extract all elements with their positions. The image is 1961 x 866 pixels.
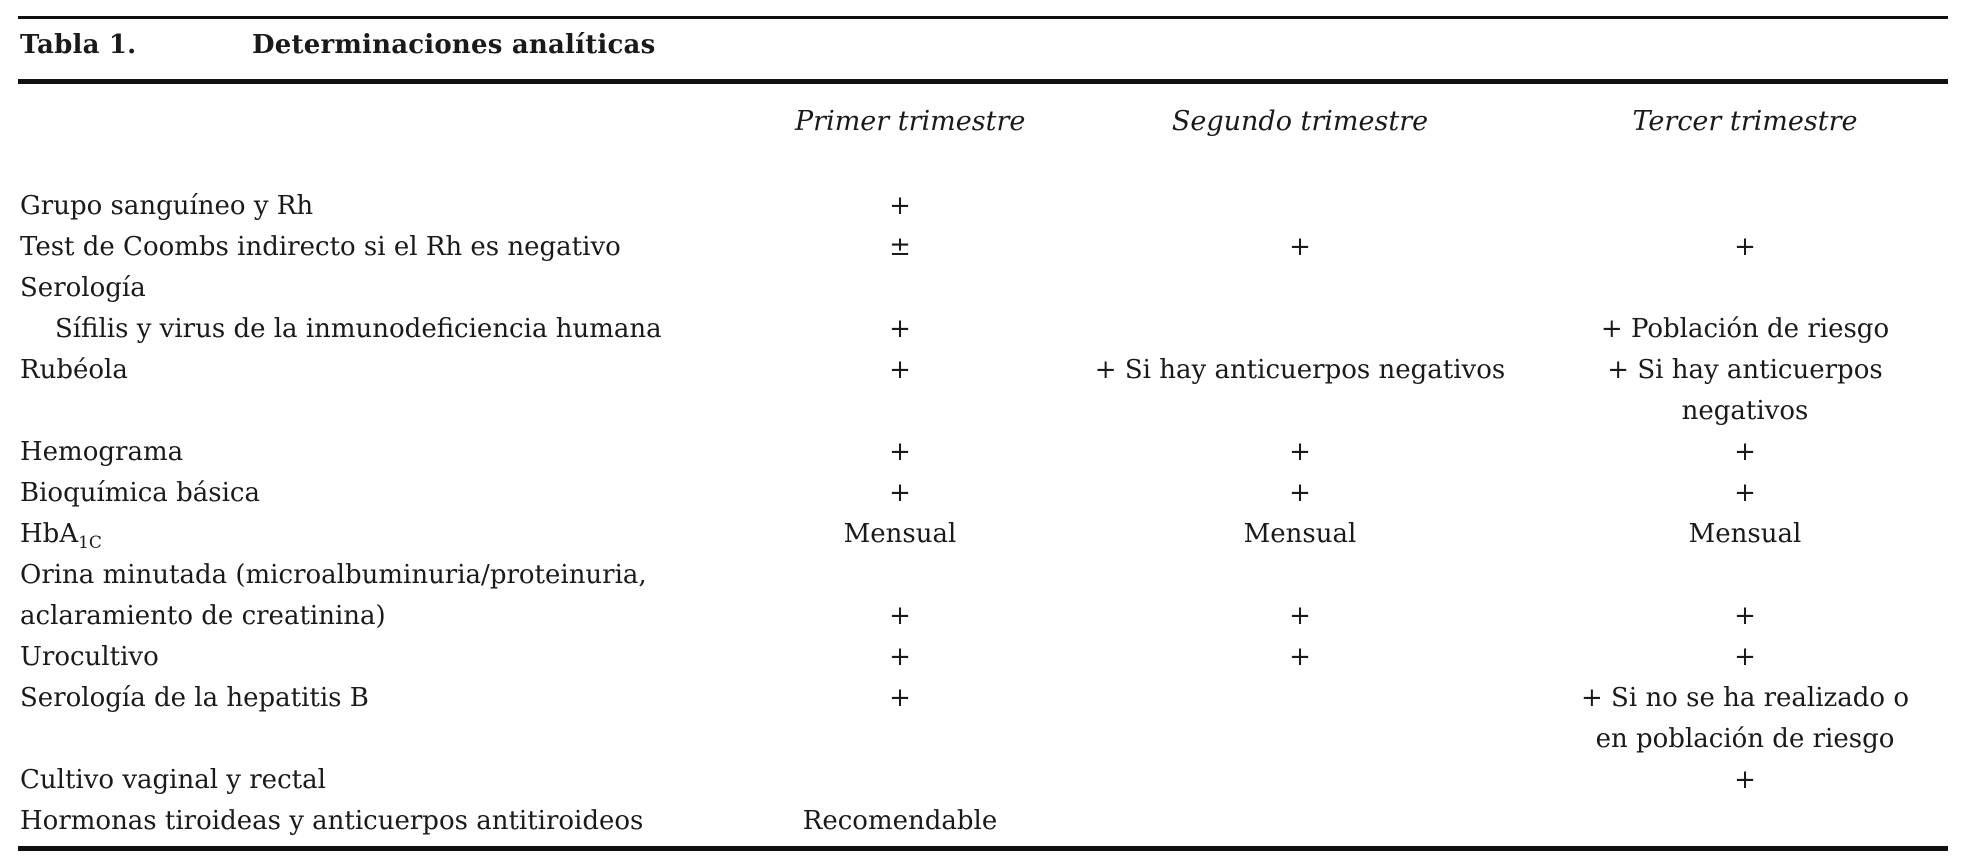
cell-coombs-c3: + <box>1734 232 1756 262</box>
row-label-orina-cont: aclaramiento de creatinina) <box>20 601 386 631</box>
cell-orina-c2: + <box>1289 601 1311 631</box>
cell-hepatitis-c1: + <box>889 683 911 713</box>
row-label-rubeola: Rubéola <box>20 355 128 385</box>
row-label-hba1c-text: HbA <box>20 519 79 549</box>
row-label-grupo: Grupo sanguíneo y Rh <box>20 191 314 221</box>
cell-rubeola-c1: + <box>889 355 911 385</box>
table-label: Tabla 1. <box>20 30 137 60</box>
row-label-orina: Orina minutada (microalbuminuria/proteinuria, <box>20 560 647 590</box>
cell-hemograma-c1: + <box>889 437 911 467</box>
row-label-serologia: Serología <box>20 273 146 303</box>
cell-urocultivo-c1: + <box>889 642 911 672</box>
cell-bioquimica-c2: + <box>1289 478 1311 508</box>
cell-hemograma-c3: + <box>1734 437 1756 467</box>
row-label-cultivo: Cultivo vaginal y rectal <box>20 765 326 795</box>
cell-bioquimica-c1: + <box>889 478 911 508</box>
cell-sifilis-c3: + Población de riesgo <box>1600 314 1890 344</box>
cell-rubeola-c3-cont: negativos <box>1681 396 1809 426</box>
cell-hba1c-c3: Mensual <box>1688 519 1802 549</box>
column-header-segundo: Segundo trimestre <box>1171 106 1429 137</box>
cell-orina-c1: + <box>889 601 911 631</box>
cell-sifilis-c1: + <box>889 314 911 344</box>
cell-rubeola-c3: + Si hay anticuerpos <box>1607 355 1883 385</box>
cell-cultivo-c3: + <box>1734 765 1756 795</box>
row-label-hormonas: Hormonas tiroideas y anticuerpos antitiroideos <box>20 806 644 836</box>
row-label-coombs: Test de Coombs indirecto si el Rh es negativo <box>20 232 621 262</box>
row-label-hemograma: Hemograma <box>20 437 184 467</box>
row-label-bioquimica: Bioquímica básica <box>20 478 260 508</box>
cell-orina-c3: + <box>1734 601 1756 631</box>
cell-urocultivo-c2: + <box>1289 642 1311 672</box>
table-caption <box>20 30 655 60</box>
table-top-rule <box>18 16 1948 19</box>
cell-coombs-c1: ± <box>889 232 911 262</box>
cell-hepatitis-c3-cont: en población de riesgo <box>1595 724 1895 754</box>
table-title: Determinaciones analíticas <box>252 30 656 60</box>
cell-hba1c-c1: Mensual <box>843 519 957 549</box>
row-label-urocultivo: Urocultivo <box>20 642 159 672</box>
cell-hepatitis-c3: + Si no se ha realizado o <box>1581 683 1909 713</box>
table-bottom-rule <box>18 846 1948 851</box>
cell-coombs-c2: + <box>1289 232 1311 262</box>
row-label-sifilis: Sífilis y virus de la inmunodeficiencia humana <box>55 314 662 344</box>
cell-bioquimica-c3: + <box>1734 478 1756 508</box>
row-label-hba1c-sub: 1C <box>78 533 102 553</box>
cell-hormonas-c1: Recomendable <box>802 806 998 836</box>
cell-urocultivo-c3: + <box>1734 642 1756 672</box>
cell-hba1c-c2: Mensual <box>1243 519 1357 549</box>
cell-grupo-c1: + <box>889 191 911 221</box>
table-title-rule <box>18 79 1948 84</box>
column-header-primer: Primer trimestre <box>795 106 1026 137</box>
column-header-tercer: Tercer trimestre <box>1632 106 1858 137</box>
cell-hemograma-c2: + <box>1289 437 1311 467</box>
row-label-hepatitis: Serología de la hepatitis B <box>20 683 369 713</box>
cell-rubeola-c2: + Si hay anticuerpos negativos <box>1094 355 1506 385</box>
